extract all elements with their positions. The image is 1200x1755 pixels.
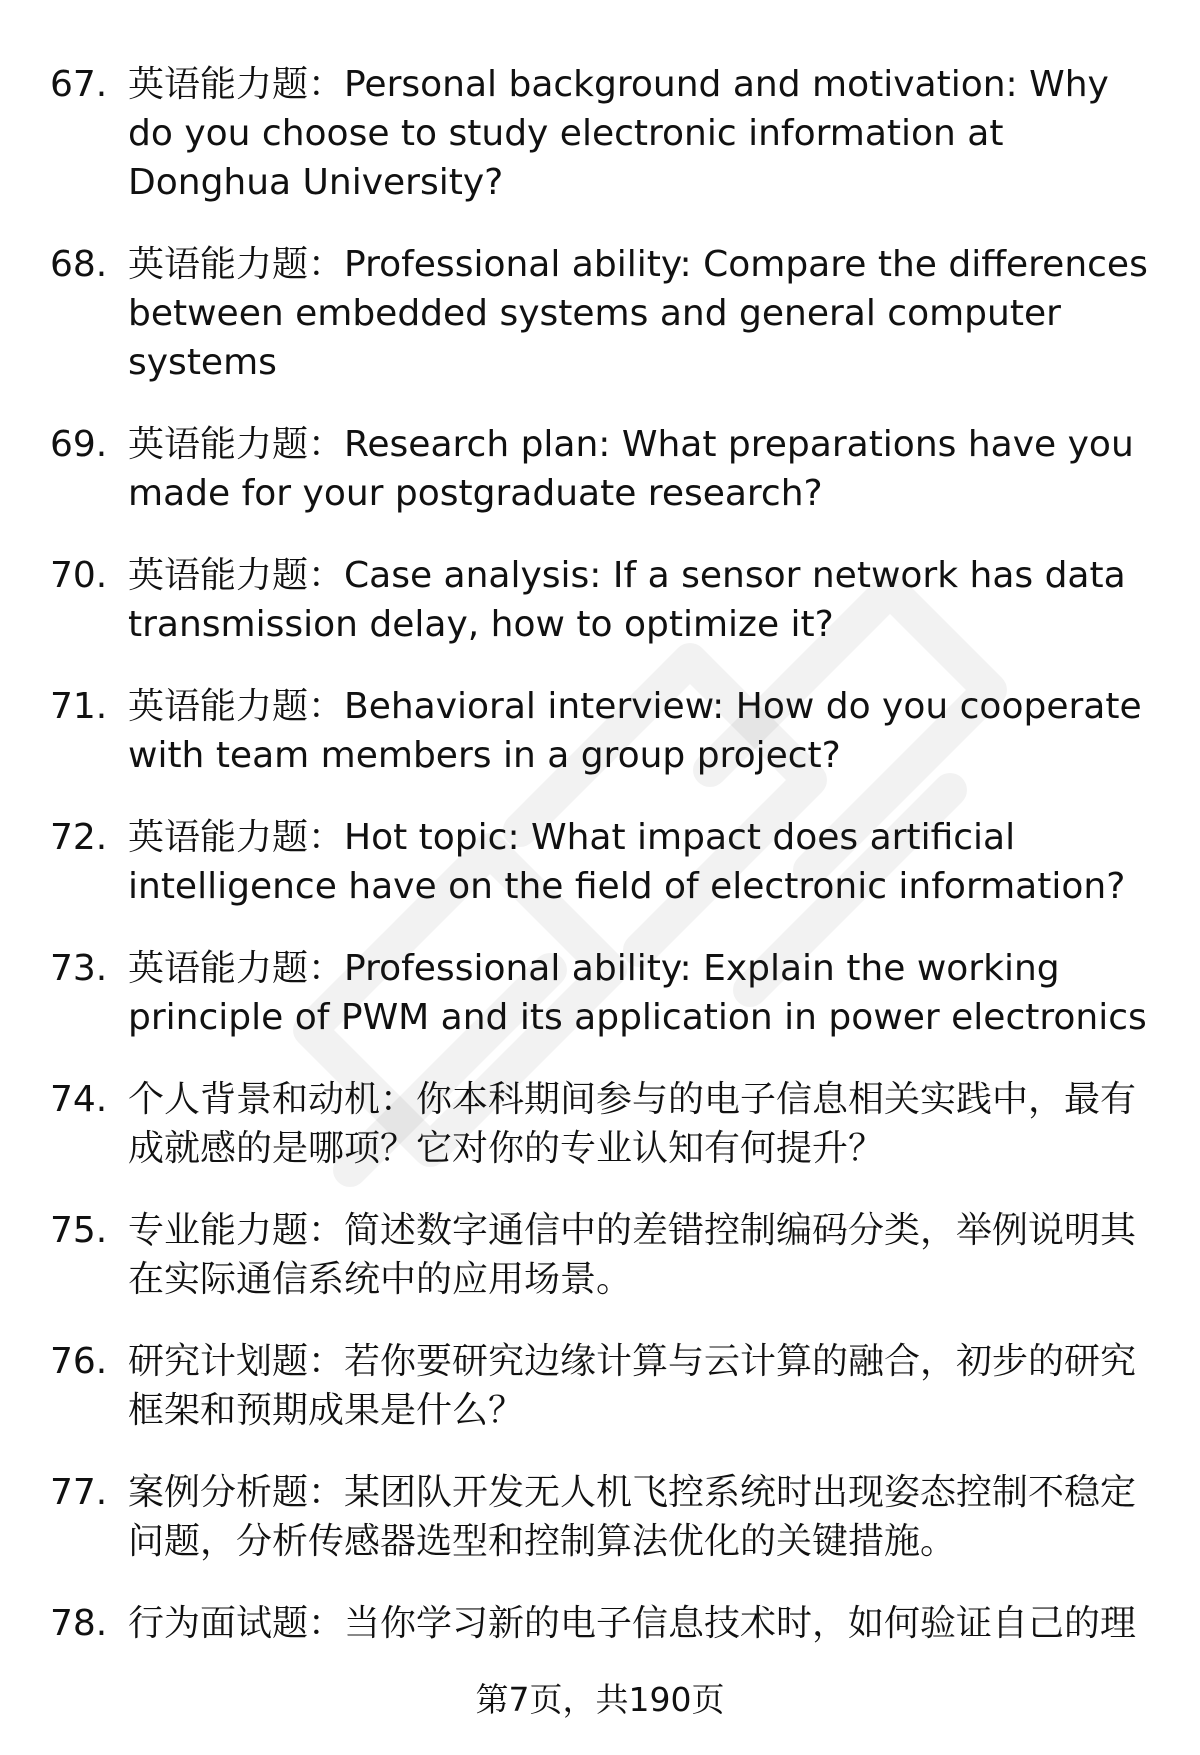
question-text: 专业能力题：简述数字通信中的差错控制编码分类，举例说明其在实际通信系统中的应用场景。 [128,1210,1137,1300]
question-text: 研究计划题：若你要研究边缘计算与云计算的融合，初步的研究框架和预期成果是什么？ [128,1341,1137,1431]
question-number: 68. [50,244,108,285]
question-item [50,551,1150,649]
question-number: 72. [50,817,108,858]
question-item [50,813,1150,911]
question-item [50,420,1150,518]
question-list [50,60,1150,1681]
question-number: 77. [50,1472,108,1513]
question-text: 个人背景和动机：你本科期间参与的电子信息相关实践中，最有成就感的是哪项？它对你的专业认知有何提升？ [128,1079,1137,1169]
question-number: 73. [50,948,108,989]
question-number: 76. [50,1341,108,1382]
page-footer: 第7页，共190页 [475,1680,725,1719]
question-text: 英语能力题：Hot topic: What impact does artificial intelligence have on the field of electronic information? [128,817,1126,907]
question-text: 英语能力题：Behavioral interview: How do you cooperate with team members in a group project? [128,686,1142,776]
question-number: 67. [50,64,108,105]
question-text: 行为面试题：当你学习新的电子信息技术时，如何验证自己的理 [128,1603,1137,1644]
question-text: 案例分析题：某团队开发无人机飞控系统时出现姿态控制不稳定问题，分析传感器选型和控制算法优化的关键措施。 [128,1472,1137,1562]
question-item [50,240,1150,387]
question-item [50,60,1150,207]
question-number: 74. [50,1079,108,1120]
question-item [50,1468,1150,1566]
question-number: 69. [50,424,108,465]
question-number: 78. [50,1603,108,1644]
question-number: 75. [50,1210,108,1251]
question-text: 英语能力题：Professional ability: Compare the differences between embedded systems and general computer systems [128,244,1148,383]
question-item [50,1206,1150,1304]
question-item [50,944,1150,1042]
question-text: 英语能力题：Professional ability: Explain the working principle of PWM and its application in power electronics [128,948,1147,1038]
question-item [50,682,1150,780]
question-number: 71. [50,686,108,727]
question-item [50,1599,1150,1648]
question-item [50,1337,1150,1435]
question-text: 英语能力题：Personal background and motivation: Why do you choose to study electronic information at Donghua University? [128,64,1109,203]
question-text: 英语能力题：Research plan: What preparations have you made for your postgraduate research? [128,424,1134,514]
question-item [50,1075,1150,1173]
question-number: 70. [50,555,108,596]
question-text: 英语能力题：Case analysis: If a sensor network has data transmission delay, how to optimize it? [128,555,1126,645]
